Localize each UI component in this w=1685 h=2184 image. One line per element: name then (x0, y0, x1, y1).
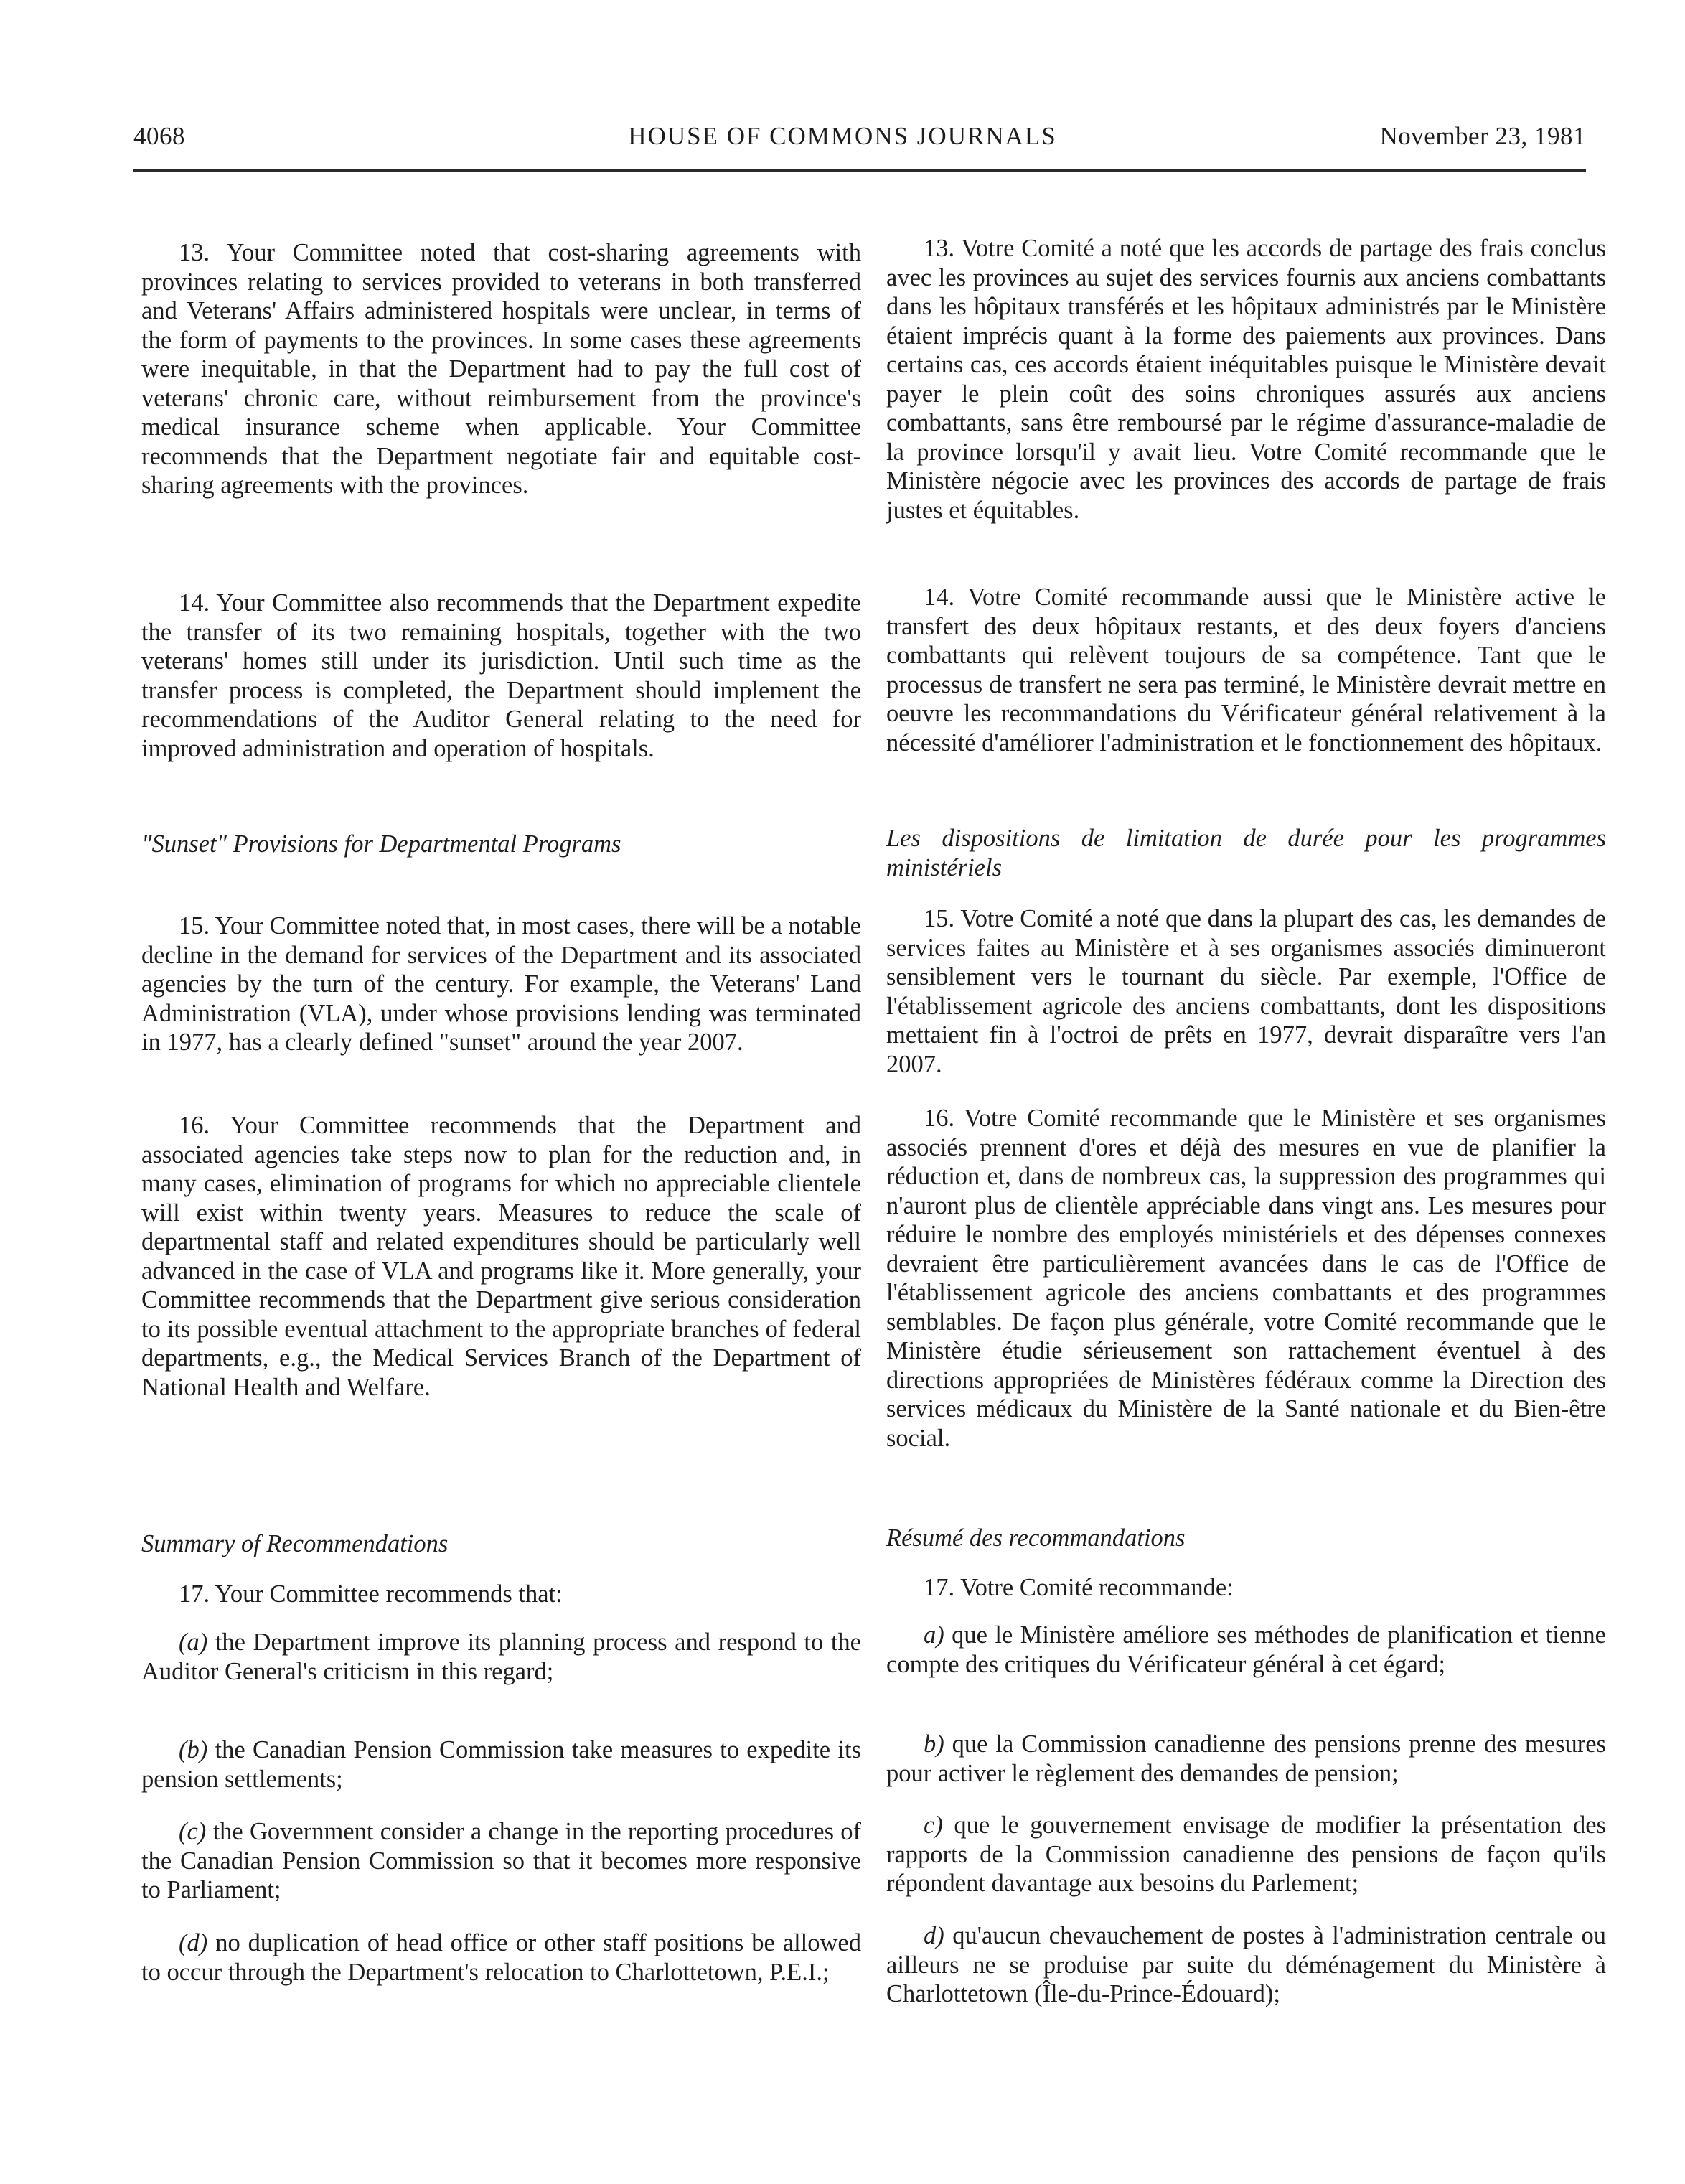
en-item-d-text: no duplication of head office or other staff positions be allowed to occur through the Department's relocation to Charlottetown, P.E.I.; (141, 1929, 861, 1986)
fr-item-d-label: d) (924, 1922, 944, 1949)
fr-item-a-text: que le Ministère améliore ses méthodes de planification et tienne compte des critiques du Vérificateur général à cet égard; (886, 1621, 1606, 1678)
fr-item-b-label: b) (924, 1730, 944, 1758)
en-item-c (141, 1817, 861, 1905)
fr-paragraph-15: 15. Votre Comité a noté que dans la plupart des cas, les demandes de services faites au Ministère et à ses organismes associés diminueront sensiblement vers le tournant du siècle. Par exemple, l'Office de l'établissement agricole des anciens combattants, dont les dispositions mettaient fin à l'octroi de prêts en 1977, devrait disparaître vers l'an 2007. (886, 905, 1606, 1078)
en-paragraph-17: 17. Your Committee recommends that: (179, 1580, 563, 1608)
fr-item-a (886, 1621, 1606, 1679)
fr-item-c-label: c) (924, 1812, 943, 1839)
fr-item-c-text: que le gouvernement envisage de modifier la présentation des rapports de la Commission canadienne des pensions de façon qu'ils répondent davantage aux besoins du Parlement; (886, 1812, 1606, 1897)
fr-paragraph-14: 14. Votre Comité recommande aussi que le Ministère active le transfert des deux hôpitaux restants, et des deux foyers d'anciens combattants qui relèvent toujours de sa compétence. Tant que le processus de transfert ne sera pas terminé, le Ministère devrait mettre en oeuvre les recommandations du Vérificateur général relativement à la nécessité d'améliorer l'administration et le fonctionnement des hôpitaux. (886, 584, 1606, 756)
en-paragraph-15: 15. Your Committee noted that, in most cases, there will be a notable decline in the demand for services of the Department and its associated agencies by the turn of the century. For example, the Veterans' Land Administration (VLA), under whose provisions lending was terminated in 1977, has a clearly defined "sunset" around the year 2007. (141, 912, 861, 1056)
fr-item-c (886, 1811, 1606, 1898)
fr-item-d-text: qu'aucun chevauchement de postes à l'administration centrale ou ailleurs ne se produise par suite du déménagement du Ministère à Charlottetown (Île-du-Prince-Édouard); (886, 1922, 1606, 2007)
en-item-b (141, 1735, 861, 1794)
en-item-a-label: (a) (179, 1628, 208, 1656)
en-item-c-label: (c) (179, 1818, 207, 1845)
fr-item-a-label: a) (924, 1621, 944, 1649)
journal-date: November 23, 1981 (1379, 122, 1586, 150)
en-item-a-text: the Department improve its planning process and respond to the Auditor General's criticism in this regard; (141, 1628, 861, 1685)
fr-heading-summary: Résumé des recommandations (886, 1524, 1186, 1552)
en-heading-sunset: "Sunset" Provisions for Departmental Programs (141, 830, 621, 858)
fr-item-d (886, 1921, 1606, 2009)
en-item-b-text: the Canadian Pension Commission take measures to expedite its pension settlements; (141, 1736, 861, 1793)
en-paragraph-13: 13. Your Committee noted that cost-sharing agreements with provinces relating to services provided to veterans in both transferred and Veterans' Affairs administered hospitals were unclear, in terms of the form of payments to the provinces. In some cases these agreements were inequitable, in that the Department had to pay the full cost of veterans' chronic care, without reimbursement from the province's medical insurance scheme when applicable. Your Committee recommends that the Department negotiate fair and equitable cost-sharing agreements with the provinces. (141, 239, 861, 499)
fr-paragraph-17: 17. Votre Comité recommande: (924, 1574, 1234, 1601)
en-item-b-label: (b) (179, 1736, 208, 1763)
fr-item-b-text: que la Commission canadienne des pensions prenne des mesures pour activer le règlement des demandes de pension; (886, 1730, 1606, 1787)
en-paragraph-16: 16. Your Committee recommends that the Department and associated agencies take steps now to plan for the reduction and, in many cases, elimination of programs for which no appreciable clientele will exist within twenty years. Measures to reduce the scale of departmental staff and related expenditures should be particularly well advanced in the case of VLA and programs like it. More generally, your Committee recommends that the Department give serious consideration to its possible eventual attachment to the appropriate branches of federal departments, e.g., the Medical Services Branch of the Department of National Health and Welfare. (141, 1112, 861, 1401)
en-item-c-text: the Government consider a change in the reporting procedures of the Canadian Pension Commission so that it becomes more responsive to Parliament; (141, 1818, 861, 1903)
en-item-d-label: (d) (179, 1929, 208, 1956)
journal-title: HOUSE OF COMMONS JOURNALS (628, 122, 1057, 150)
fr-heading-sunset: Les dispositions de limitation de durée pour les programmes ministériels (886, 825, 1606, 881)
en-item-d (141, 1928, 861, 1987)
fr-paragraph-16: 16. Votre Comité recommande que le Ministère et ses organismes associés prennent d'ores et déjà des mesures en vue de planifier la réduction et, dans de nombreux cas, la suppression des programmes qui n'auront plus de clientèle appréciable dans vingt ans. Les mesures pour réduire le nombre des employés ministériels et des dépenses connexes devraient être particulièrement avancées dans le cas de l'Office de l'établissement agricole des anciens combattants et des programmes semblables. De façon plus générale, votre Comité recommande que le Ministère étudie sérieusement son rattachement éventuel à des directions appropriées de Ministères fédéraux comme la Direction des services médicaux du Ministère de la Santé nationale et du Bien-être social. (886, 1105, 1606, 1452)
en-heading-summary: Summary of Recommendations (141, 1530, 449, 1557)
fr-item-b (886, 1730, 1606, 1788)
fr-paragraph-13: 13. Votre Comité a noté que les accords de partage des frais conclus avec les provinces au sujet des services fournis aux anciens combattants dans les hôpitaux transférés et les hôpitaux administrés par le Ministère étaient imprécis quant à la forme des paiements aux provinces. Dans certains cas, ces accords étaient inéquitables puisque le Ministère devait payer le plein coût des soins chroniques assurés aux anciens combattants, sans être remboursé par le régime d'assurance-maladie de la province lorsqu'il y avait lieu. Votre Comité recommande que le Ministère négocie avec les provinces des accords de partage de frais justes et équitables. (886, 235, 1606, 524)
en-item-a (141, 1628, 861, 1686)
page-number: 4068 (133, 122, 185, 150)
en-paragraph-14: 14. Your Committee also recommends that the Department expedite the transfer of its two remaining hospitals, together with the two veterans' homes still under its jurisdiction. Until such time as the transfer process is completed, the Department should implement the recommendations of the Auditor General relating to the need for improved administration and operation of hospitals. (141, 589, 861, 762)
header-rule (133, 169, 1586, 172)
